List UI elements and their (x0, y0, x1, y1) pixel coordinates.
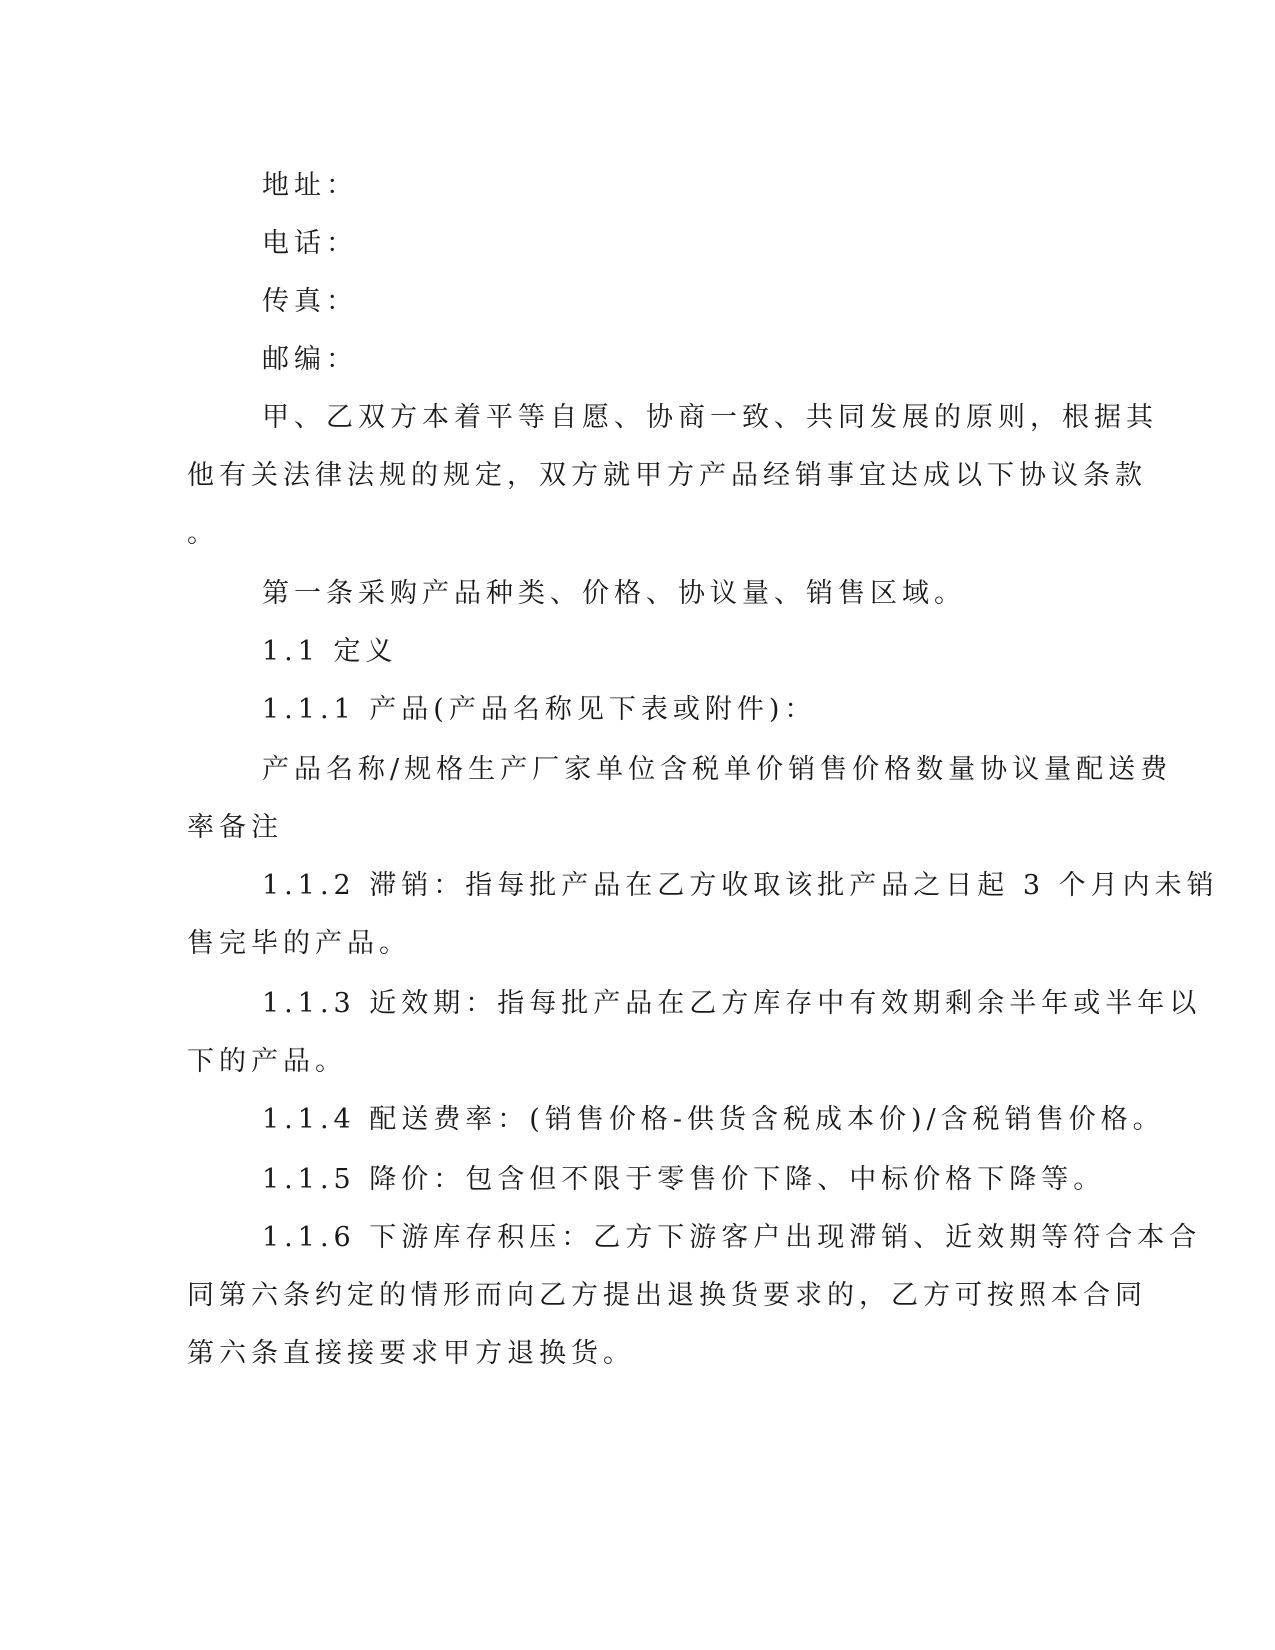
product-table-header-line-2: 率备注 (187, 812, 283, 843)
clause-1-1-2-line-2: 售完毕的产品。 (187, 928, 411, 959)
clause-1-1-2-line-1: 1.1.2 滞销：指每批产品在乙方收取该批产品之日起 3 个月内未销 (262, 870, 1219, 901)
postcode-label: 邮编： (262, 344, 358, 375)
article-1-heading: 第一条采购产品种类、价格、协议量、销售区域。 (262, 578, 966, 609)
preamble-line-3: 。 (187, 518, 219, 549)
preamble-line-1: 甲、乙双方本着平等自愿、协商一致、共同发展的原则，根据其 (262, 402, 1158, 433)
clause-1-1-6-line-2: 同第六条约定的情形而向乙方提出退换货要求的，乙方可按照本合同 (187, 1280, 1147, 1311)
clause-1-1-3-line-1: 1.1.3 近效期：指每批产品在乙方库存中有效期剩余半年或半年以 (262, 988, 1202, 1019)
clause-1-1-5: 1.1.5 降价：包含但不限于零售价下降、中标价格下降等。 (262, 1164, 1106, 1195)
clause-1-1-6-line-3: 第六条直接接要求甲方退换货。 (187, 1338, 635, 1369)
clause-1-1-1: 1.1.1 产品(产品名称见下表或附件)： (262, 694, 817, 725)
preamble-line-2: 他有关法律法规的规定，双方就甲方产品经销事宜达成以下协议条款 (187, 460, 1147, 491)
phone-label: 电话： (262, 228, 358, 259)
address-label: 地址： (262, 170, 358, 201)
section-1-1-heading: 1.1 定义 (262, 636, 398, 667)
clause-1-1-6-line-1: 1.1.6 下游库存积压：乙方下游客户出现滞销、近效期等符合本合 (262, 1222, 1202, 1253)
product-table-header-line-1: 产品名称/规格生产厂家单位含税单价销售价格数量协议量配送费 (262, 754, 1173, 785)
clause-1-1-4: 1.1.4 配送费率：(销售价格-供货含税成本价)/含税销售价格。 (262, 1104, 1165, 1135)
clause-1-1-3-line-2: 下的产品。 (187, 1046, 347, 1077)
fax-label: 传真： (262, 286, 358, 317)
